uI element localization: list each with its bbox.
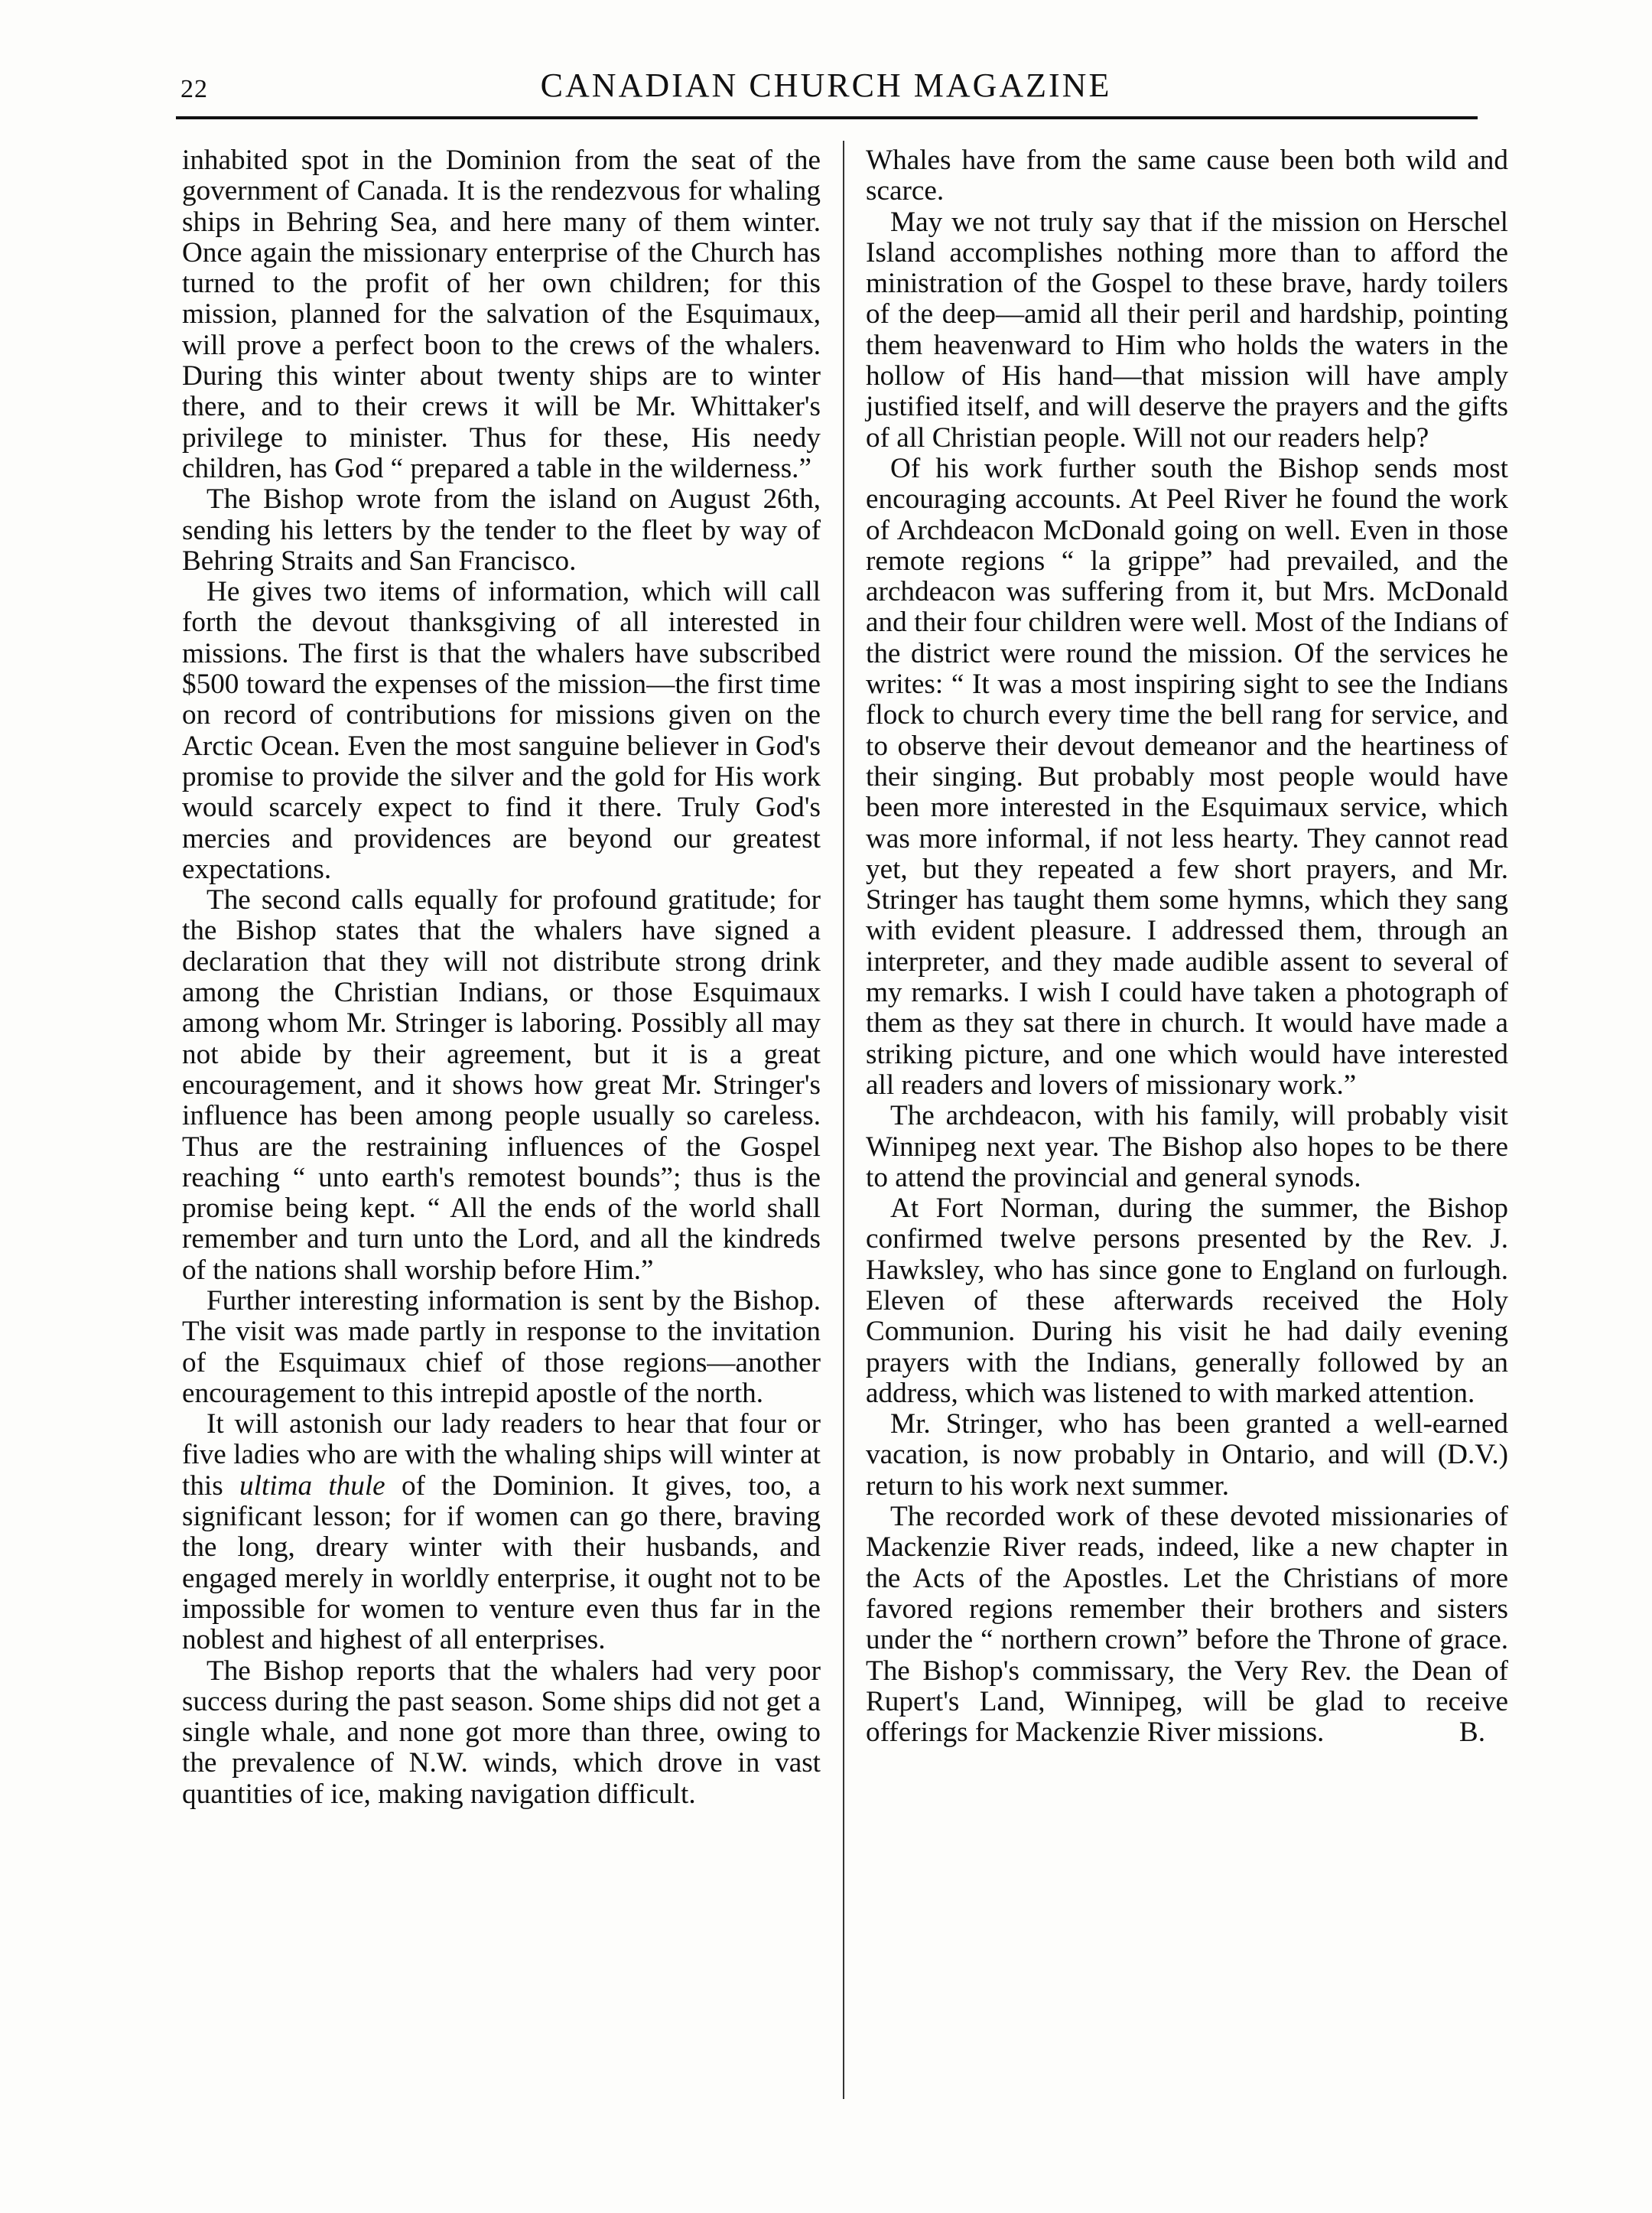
paragraph: The Bishop wrote from the island on August 26th, sending his letters by the tender to the fleet by way of Behring Straits and San Francisco.: [182, 483, 821, 577]
page-number: 22: [180, 75, 208, 103]
paragraph: The archdeacon, with his family, will probably visit Winnipeg next year. The Bishop also hopes to be there to attend the provincial and general synods.: [866, 1100, 1508, 1193]
paragraph-text: It will astonish our lady readers to hear that four or five ladies who are with the whaling ships will winter at this: [182, 1408, 821, 1502]
right-column: [866, 145, 1508, 1748]
paragraph: [866, 1502, 1508, 1748]
paragraph-text: of the Dominion. It gives, too, a significant lesson; for if women can go there, braving the long, dreary winter with their husbands, and engaged merely in worldly enterprise, it ought not to be impossible for women to venture even thus far in the noblest and highest of all enterprises.: [182, 1469, 821, 1656]
paragraph: May we not truly say that if the mission on Herschel Island accomplishes nothing more than to afford the ministration of the Gospel to these brave, hardy toilers of the deep—amid all their peril and hardship, pointing them heavenward to Him who holds the waters in the hollow of His hand—that mission will have amply justified itself, and will deserve the prayers and the gifts of all Christian people. Will not our readers help?: [866, 206, 1508, 454]
paragraph: Mr. Stringer, who has been granted a well-earned vacation, is now probably in Ontario, and will (D.V.) return to his work next summer.: [866, 1408, 1508, 1502]
running-head-title: CANADIAN CHURCH MAGAZINE: [540, 67, 1112, 104]
paragraph: He gives two items of information, which will call forth the devout thanksgiving of all interested in missions. The first is that the whalers have subscribed $500 toward the expenses of the mission—the first time on record of contributions for missions given on the Arctic Ocean. Even the most sanguine believer in God's promise to provide the silver and the gold for His work would scarcely expect to find it there. Truly God's mercies and providences are beyond our greatest expectations.: [182, 576, 821, 885]
paragraph-text: The recorded work of these devoted missionaries of Mackenzie River reads, indeed, like a new chapter in the Acts of the Apostles. Let the Christians of more favored regions remember their brothers and sisters under the “ northern crown” before the Throne of grace. The Bishop's commissary, the Very Rev. the Dean of Rupert's Land, Winnipeg, will be glad to receive offerings for Mackenzie River missions.: [866, 1501, 1508, 1749]
header-rule: [176, 116, 1478, 119]
paragraph: inhabited spot in the Dominion from the seat of the government of Canada. It is the rendezvous for whaling ships in Behring Sea, and here many of them winter. Once again the missionary enterprise of the Church has turned to the profit of her own children; for this mission, planned for the salvation of the Esquimaux, will prove a perfect boon to the crews of the whalers. During this winter about twenty ships are to winter there, and to their crews it will be Mr. Whittaker's privilege to minister. Thus for these, His needy children, has God “ prepared a table in the wilderness.”: [182, 145, 821, 484]
paragraph: Whales have from the same cause been both wild and scarce.: [866, 145, 1508, 207]
page-header: [176, 66, 1476, 115]
paragraph: The Bishop reports that the whalers had very poor success during the past season. Some ships did not get a single whale, and none got more than three, owing to the prevalence of N.W. winds, which drove in vast quantities of ice, making navigation difficult.: [182, 1655, 821, 1810]
paragraph: Further interesting information is sent by the Bishop. The visit was made partly in response to the invitation of the Esquimaux chief of those regions—another encouragement to this intrepid apostle of the north.: [182, 1284, 821, 1409]
column-divider: [843, 141, 844, 2099]
left-column: [182, 145, 821, 1810]
italic-phrase: ultima thule: [239, 1469, 385, 1502]
paragraph: Of his work further south the Bishop sends most encouraging accounts. At Peel River he found the work of Archdeacon McDonald going on well. Even in those remote regions “ la grippe” had prevailed, and the archdeacon was suffering from it, but Mrs. McDonald and their four children were well. Most of the Indians of the district were round the mission. Of the services he writes: “ It was a most inspiring sight to see the Indians flock to church every time the bell rang for service, and to observe their devout demeanor and the heartiness of their singing. But probably most people would have been more interested in the Esquimaux service, which was more informal, if not less hearty. They cannot read yet, but they repeated a few short prayers, and Mr. Stringer has taught them some hymns, which they sang with evident pleasure. I addressed them, through an interpreter, and they made audible assent to several of my remarks. I wish I could have taken a photograph of them as they sat there in church. It would have made a striking picture, and one which would have interested all readers and lovers of missionary work.”: [866, 452, 1508, 1101]
paragraph: At Fort Norman, during the summer, the Bishop confirmed twelve persons presented by the Rev. J. Hawksley, who has since gone to England on furlough. Eleven of these afterwards received the Holy Communion. During his visit he had daily evening prayers with the Indians, generally followed by an address, which was listened to with marked attention.: [866, 1193, 1508, 1409]
paragraph: The second calls equally for profound gratitude; for the Bishop states that the whalers have signed a declaration that they will not distribute strong drink among the Christian Indians, or those Esquimaux among whom Mr. Stringer is laboring. Possibly all may not abide by their agreement, but it is a great encouragement, and it shows how great Mr. Stringer's influence has been among people usually so careless. Thus are the restraining influences of the Gospel reaching “ unto earth's remotest bounds”; thus is the promise being kept. “ All the ends of the world shall remember and turn unto the Lord, and all the kindreds of the nations shall worship before Him.”: [182, 884, 821, 1286]
signature: B.: [1459, 1717, 1485, 1749]
paragraph: [182, 1409, 821, 1655]
